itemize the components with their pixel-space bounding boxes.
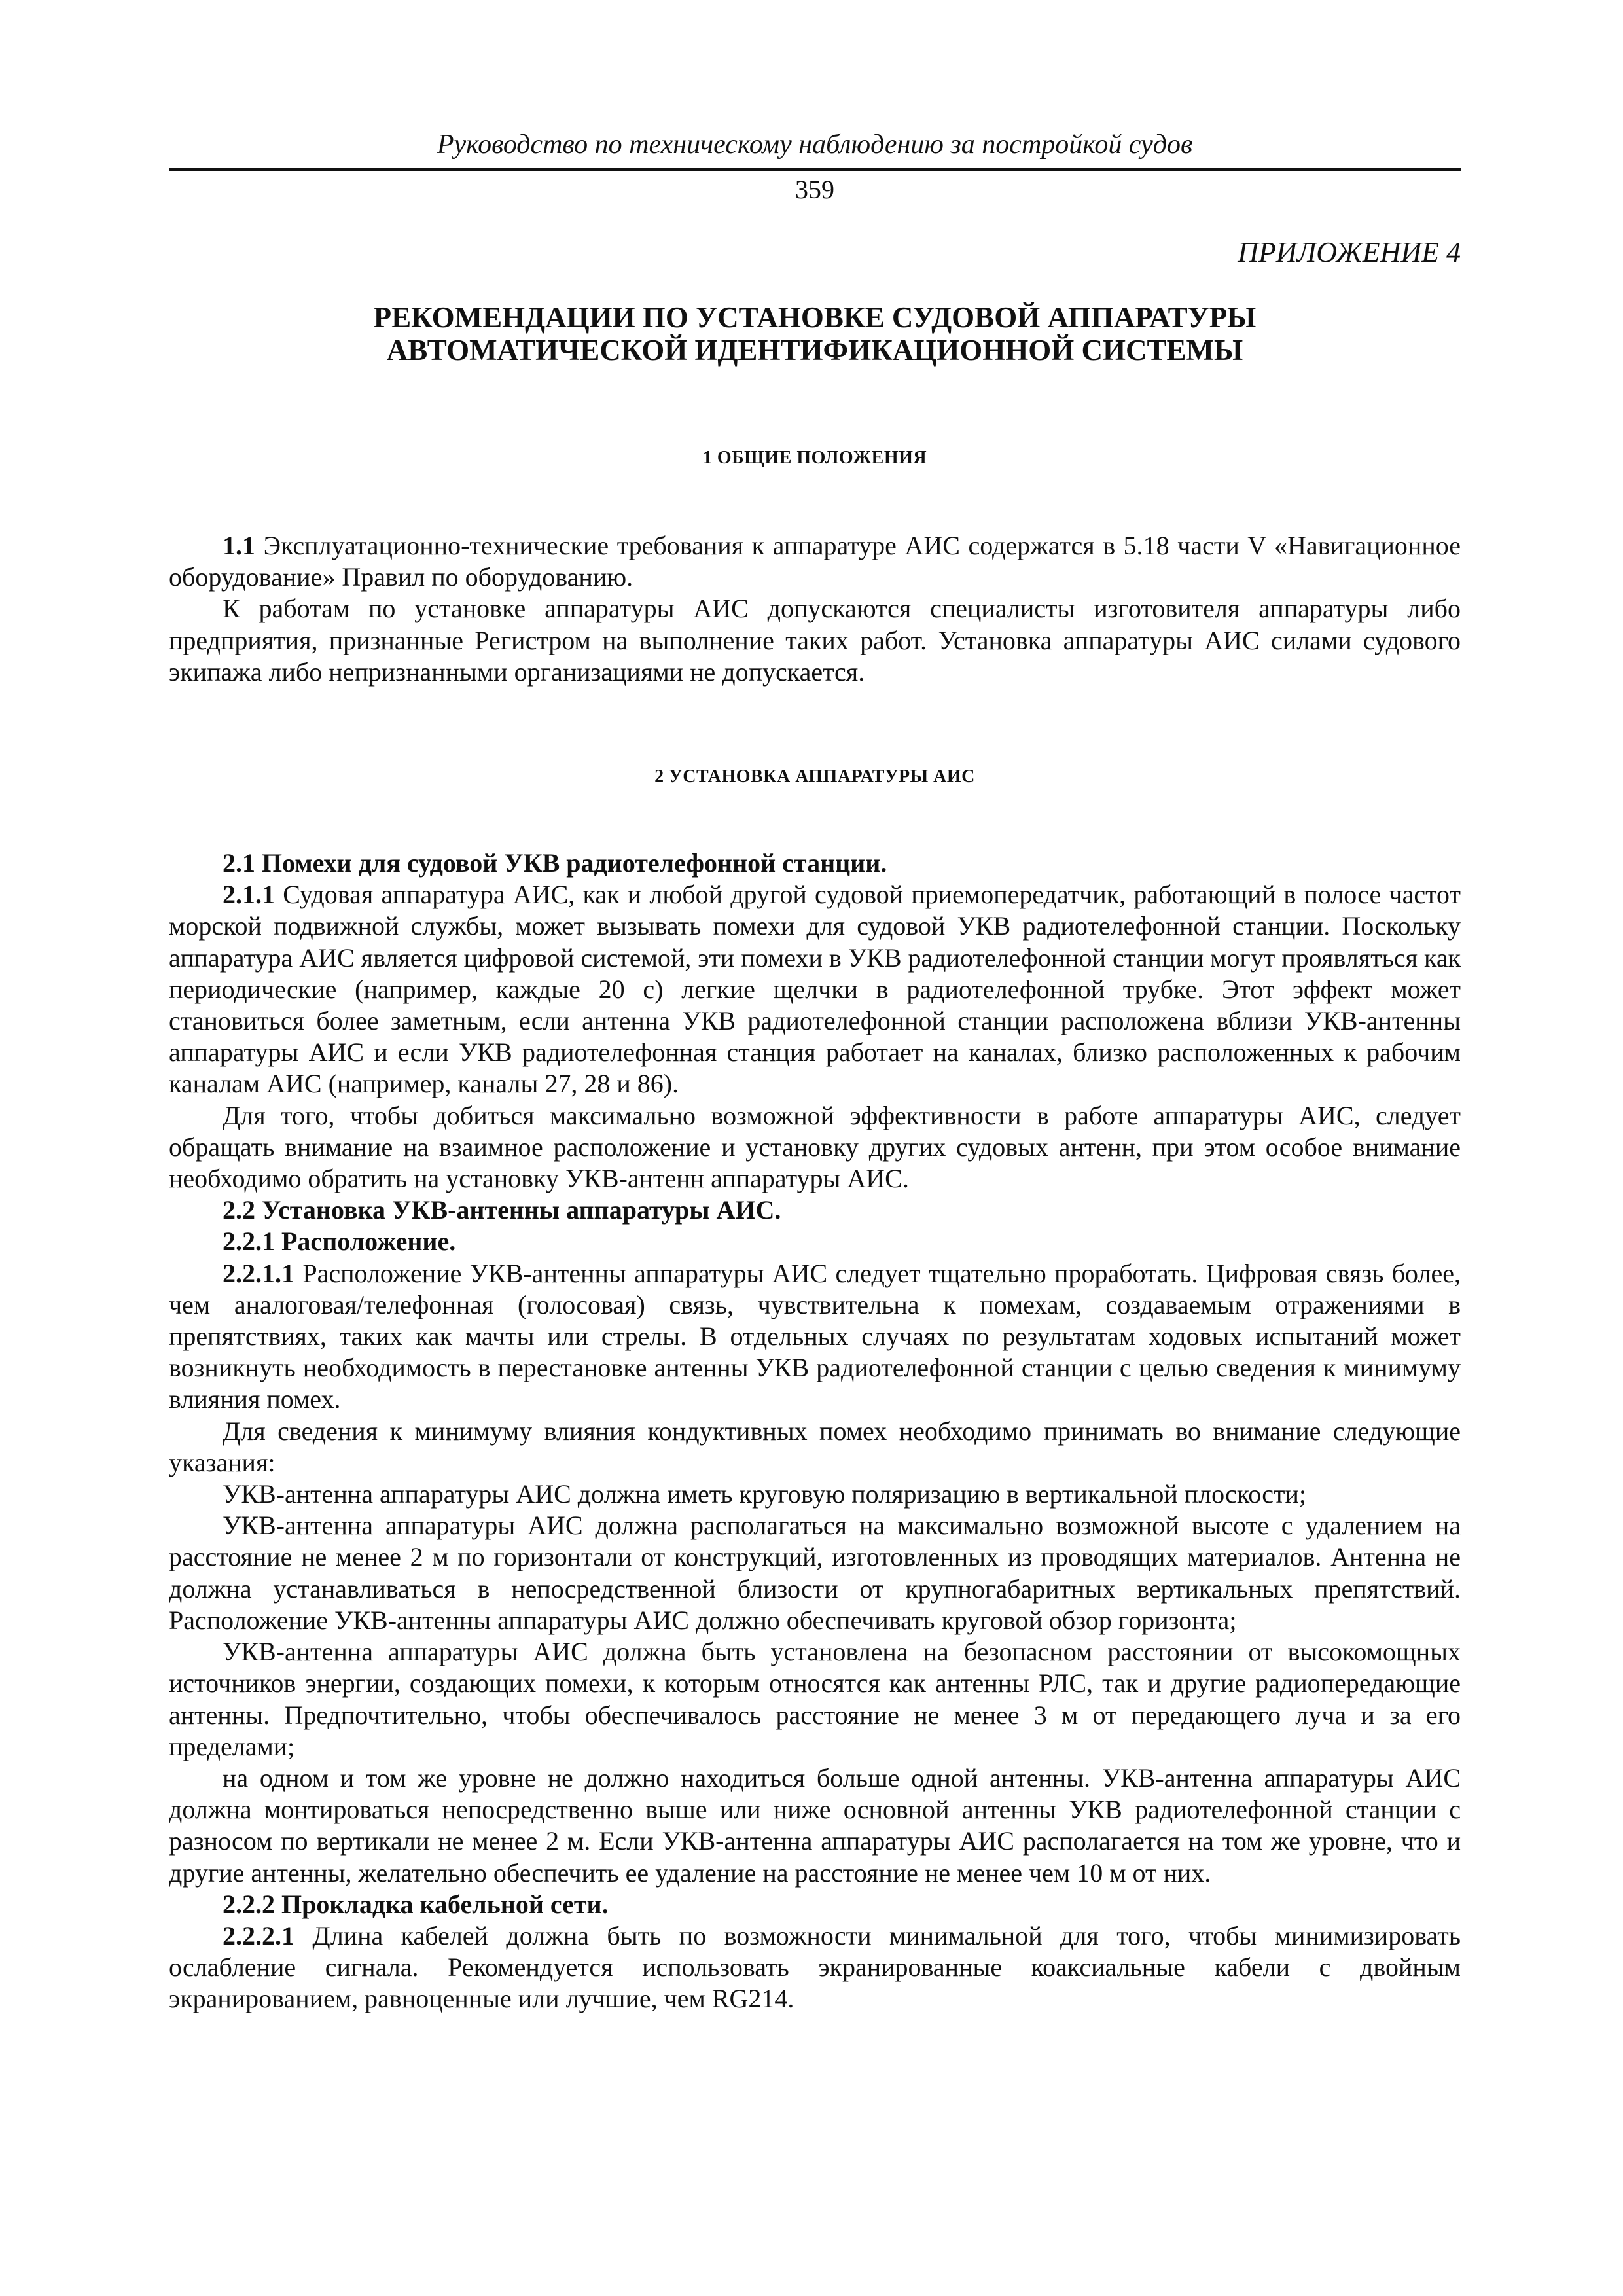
document-title-line-2: АВТОМАТИЧЕСКОЙ ИДЕНТИФИКАЦИОННОЙ СИСТЕМЫ	[386, 334, 1243, 367]
section-1-heading: 1 ОБЩИЕ ПОЛОЖЕНИЯ	[702, 448, 927, 468]
paragraph-1-1-continued: К работам по установке аппаратуры АИС допускаются специалисты изготовителя аппаратуры либо предприятия, признанные Регистром на выполнение таких работ. Установка аппаратуры АИС силами судового экипажа либо непризнанными организациями не допускается.	[169, 594, 1461, 687]
paragraph-text: Судовая аппаратура АИС, как и любой другой судовой приемопередатчик, работающий в полосе частот морской подвижной службы, может вызывать помехи для судовой УКВ радиотелефонной станции. Поскольку аппаратура АИС является цифровой системой, эти помехи в УКВ радиотелефонной станции могут проявляться как периодические (например, каждые 20 с) легкие щелчки в радиотелефонной трубке. Этот эффект может становиться более заметным, если антенна УКВ радиотелефонной станции расположена вблизи УКВ-антенны аппаратуры АИС и если УКВ радиотелефонная станция работает на каналах, близко расположенных к рабочим каналам АИС (например, каналы 27, 28 и 86).	[169, 880, 1461, 1099]
section-2-heading: 2 УСТАНОВКА АППАРАТУРЫ АИС	[654, 766, 975, 787]
list-item: УКВ-антенна аппаратуры АИС должна быть установлена на безопасном расстоянии от высокомощных источников энергии, создающих помехи, к которым относятся как антенны РЛС, так и другие радиопередающие антенны. Предпочтительно, чтобы обеспечивалось расстояние не менее 3 м от передающего луча и за его пределами;	[169, 1637, 1461, 1761]
running-header-title: Руководство по техническому наблюдению за постройкой судов	[437, 130, 1193, 160]
paragraph-2-2-1-1	[169, 1258, 1461, 1416]
list-item: на одном и том же уровне не должно находиться больше одной антенны. УКВ-антенна аппаратуры АИС должна монтироваться непосредственно выше или ниже основной антенны УКВ радиотелефонной станции с разносом по вертикали не менее 2 м. Если УКВ-антенна аппаратуры АИС располагается на том же уровне, что и другие антенны, желательно обеспечить ее удаление на расстояние не менее чем 10 м от них.	[169, 1763, 1461, 1888]
paragraph-2-2-1-1-continued: Для сведения к минимуму влияния кондуктивных помех необходимо принимать во внимание следующие указания:	[169, 1416, 1461, 1477]
paragraph-text: Длина кабелей должна быть по возможности минимальной для того, чтобы минимизировать ослабление сигнала. Рекомендуется использовать экранированные коаксиальные кабели с двойным экранированием, равноценные или лучшие, чем RG214.	[169, 1920, 1461, 2014]
document-title	[169, 301, 1461, 367]
document-title-line-1: РЕКОМЕНДАЦИИ ПО УСТАНОВКЕ СУДОВОЙ АППАРАТУРЫ	[373, 301, 1257, 334]
page-number: 359	[795, 175, 834, 204]
appendix-label: ПРИЛОЖЕНИЕ 4	[1238, 236, 1461, 268]
subsection-2-2-2-heading: 2.2.2 Прокладка кабельной сети.	[223, 1889, 609, 1919]
paragraph-2-1-1	[169, 879, 1461, 1100]
header-rule	[169, 168, 1461, 171]
subsection-2-2-1-heading: 2.2.1 Расположение.	[223, 1227, 456, 1257]
paragraph-2-1-1-continued: Для того, чтобы добиться максимально возможной эффективности в работе аппаратуры АИС, следует обращать внимание на взаимное расположение и установку других судовых антенн, при этом особое внимание необходимо обратить на установку УКВ-антенн аппаратуры АИС.	[169, 1100, 1461, 1194]
list-item: УКВ-антенна аппаратуры АИС должна иметь круговую поляризацию в вертикальной плоскости;	[223, 1479, 1307, 1509]
paragraph-2-2-2-1	[169, 1920, 1461, 2015]
paragraph-text: Эксплуатационно-технические требования к аппаратуре АИС содержатся в 5.18 части V «Навигационное оборудование» Правил по оборудованию.	[169, 531, 1461, 592]
paragraph-number: 1.1	[223, 531, 255, 560]
subsection-2-2-heading: 2.2 Установка УКВ-антенны аппаратуры АИС.	[223, 1195, 781, 1225]
paragraph-text: Расположение УКВ-антенны аппаратуры АИС следует тщательно проработать. Цифровая связь более, чем аналоговая/телефонная (голосовая) связь, чувствительна к помехам, создаваемым отражениями в препятствиях, таких как мачты или стрелы. В отдельных случаях по результатам ходовых испытаний может возникнуть необходимость в перестановке антенны УКВ радиотелефонной станции с целью сведения к минимуму влияния помех.	[169, 1258, 1461, 1414]
paragraph-number: 2.2.1.1	[223, 1258, 294, 1288]
list-item: УКВ-антенна аппаратуры АИС должна располагаться на максимально возможной высоте с удалением на расстояние не менее 2 м по горизонтали от конструкций, изготовленных из проводящих материалов. Антенна не должна устанавливаться в непосредственной близости от крупногабаритных вертикальных препятствий. Расположение УКВ-антенны аппаратуры АИС должно обеспечивать круговой обзор горизонта;	[169, 1511, 1461, 1635]
paragraph-1-1	[169, 530, 1461, 593]
section-1-body	[169, 530, 1461, 688]
subsection-2-1-heading: 2.1 Помехи для судовой УКВ радиотелефонной станции.	[223, 848, 887, 878]
paragraph-number: 2.2.2.1	[223, 1920, 294, 1950]
section-2-body	[169, 848, 1461, 2015]
paragraph-number: 2.1.1	[223, 880, 275, 910]
document-page	[169, 128, 1461, 2015]
